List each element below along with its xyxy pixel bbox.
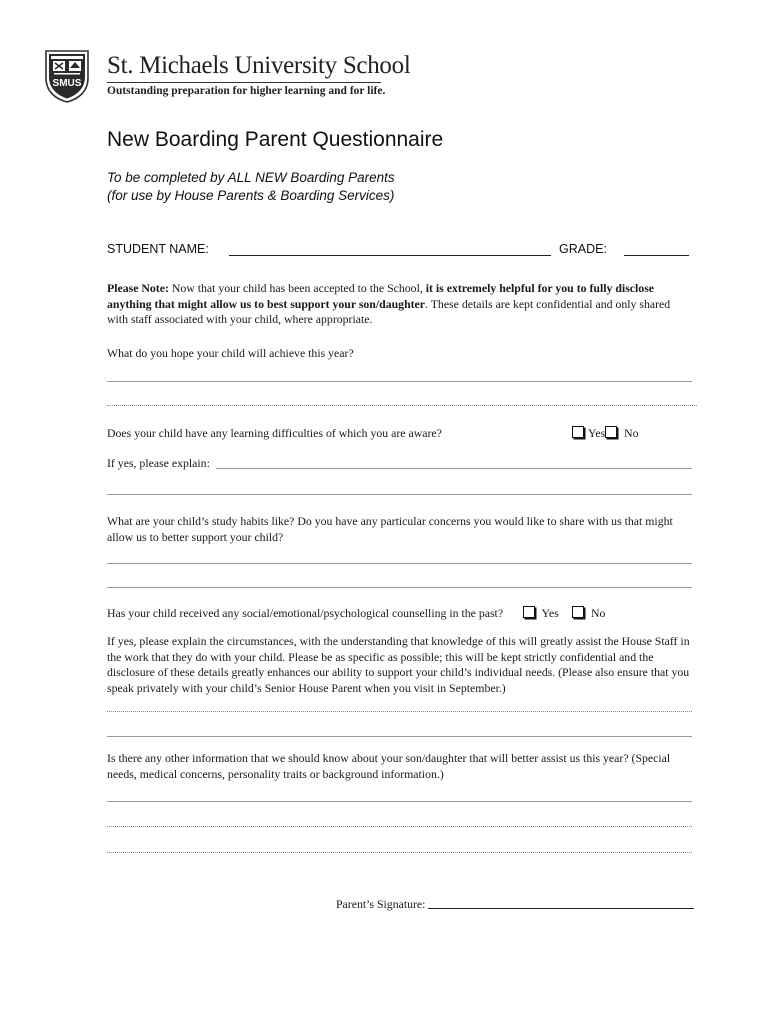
question-5-text: Is there any other information that we should know about your son/daughter that will better assist us this year? (Special needs, medical concerns, personality traits or background information.) [107, 751, 671, 781]
question-4-no-checkbox[interactable] [572, 606, 584, 618]
question-2-no-label: No [624, 426, 639, 440]
grade-field[interactable] [624, 255, 689, 256]
grade-label: GRADE: [559, 242, 607, 256]
please-note-lead: Please Note: [107, 281, 169, 295]
question-1-text: What do you hope your child will achieve this year? [107, 346, 354, 360]
header-divider [107, 82, 381, 83]
question-1-answer-line-1[interactable] [107, 381, 692, 382]
please-note-text-1: Now that your child has been accepted to the School, [168, 281, 426, 295]
question-4-yes-checkbox[interactable] [523, 606, 535, 618]
question-5-answer-line-2[interactable] [107, 826, 692, 827]
question-2-no-checkbox[interactable] [605, 426, 617, 438]
question-2-yes-checkbox[interactable] [572, 426, 584, 438]
question-4-no-label: No [590, 606, 606, 620]
question-4-text: Has your child received any social/emotional/psychological counselling in the past? [107, 606, 504, 620]
question-5-answer-line-1[interactable] [107, 801, 692, 802]
question-2-explain-label: If yes, please explain: [107, 456, 210, 470]
subtitle-primary: To be completed by ALL NEW Boarding Parents [107, 170, 395, 185]
question-4-yes-label: Yes [541, 606, 559, 620]
school-name: St. Michaels University School [107, 52, 411, 79]
signature-field[interactable] [428, 908, 694, 909]
question-5-answer-line-3[interactable] [107, 852, 692, 853]
crest-lettering: SMUS [52, 78, 82, 89]
question-4-answer-line-2[interactable] [107, 736, 692, 737]
please-note-text-2: . These details are kept confidential and only shared with staff associated with your child, where appropriate. [107, 296, 671, 326]
page-title: New Boarding Parent Questionnaire [107, 128, 444, 151]
school-crest-logo [42, 48, 92, 104]
question-3-answer-line-2[interactable] [107, 587, 692, 588]
question-3-text: What are your child’s study habits like? Do you have any particular concerns you would like to share with us that might allow us to better support your child? [107, 514, 673, 544]
question-4-no-option [572, 606, 605, 621]
subtitle-secondary: (for use by House Parents & Boarding Services) [107, 188, 395, 203]
question-4-answer-line-1[interactable] [107, 711, 692, 712]
please-note-paragraph [107, 281, 692, 328]
question-1-answer-line-2[interactable] [107, 405, 697, 406]
question-2-answer-line[interactable] [107, 494, 692, 495]
question-2-explain-field[interactable] [216, 468, 692, 469]
question-4-explain-text: If yes, please explain the circumstances, with the understanding that knowledge of this will greatly assist the House Staff in the work that they do with your child. Please be as specific as possible; this will be kept strictly confidential and the disclosure of these details greatly enhances our ability to support your child’s individual needs. (Please also ensure that you speak privately with your child’s Senior House Parent when you visit in September.) [107, 634, 690, 695]
school-tagline: Outstanding preparation for higher learning and for life. [107, 85, 386, 97]
student-name-field[interactable] [229, 255, 551, 256]
question-2-yes-label: Yes [588, 426, 606, 440]
question-2-options [572, 426, 639, 441]
please-note-emphasis: it is extremely helpful for you to fully disclose anything that might allow us to best support your son/daughter [107, 281, 655, 311]
question-3-answer-line-1[interactable] [107, 563, 692, 564]
question-2-text: Does your child have any learning difficulties of which you are aware? [107, 426, 442, 440]
student-name-label: STUDENT NAME: [107, 242, 209, 256]
signature-label: Parent’s Signature: [336, 897, 426, 911]
question-4-yes-option [523, 606, 559, 621]
